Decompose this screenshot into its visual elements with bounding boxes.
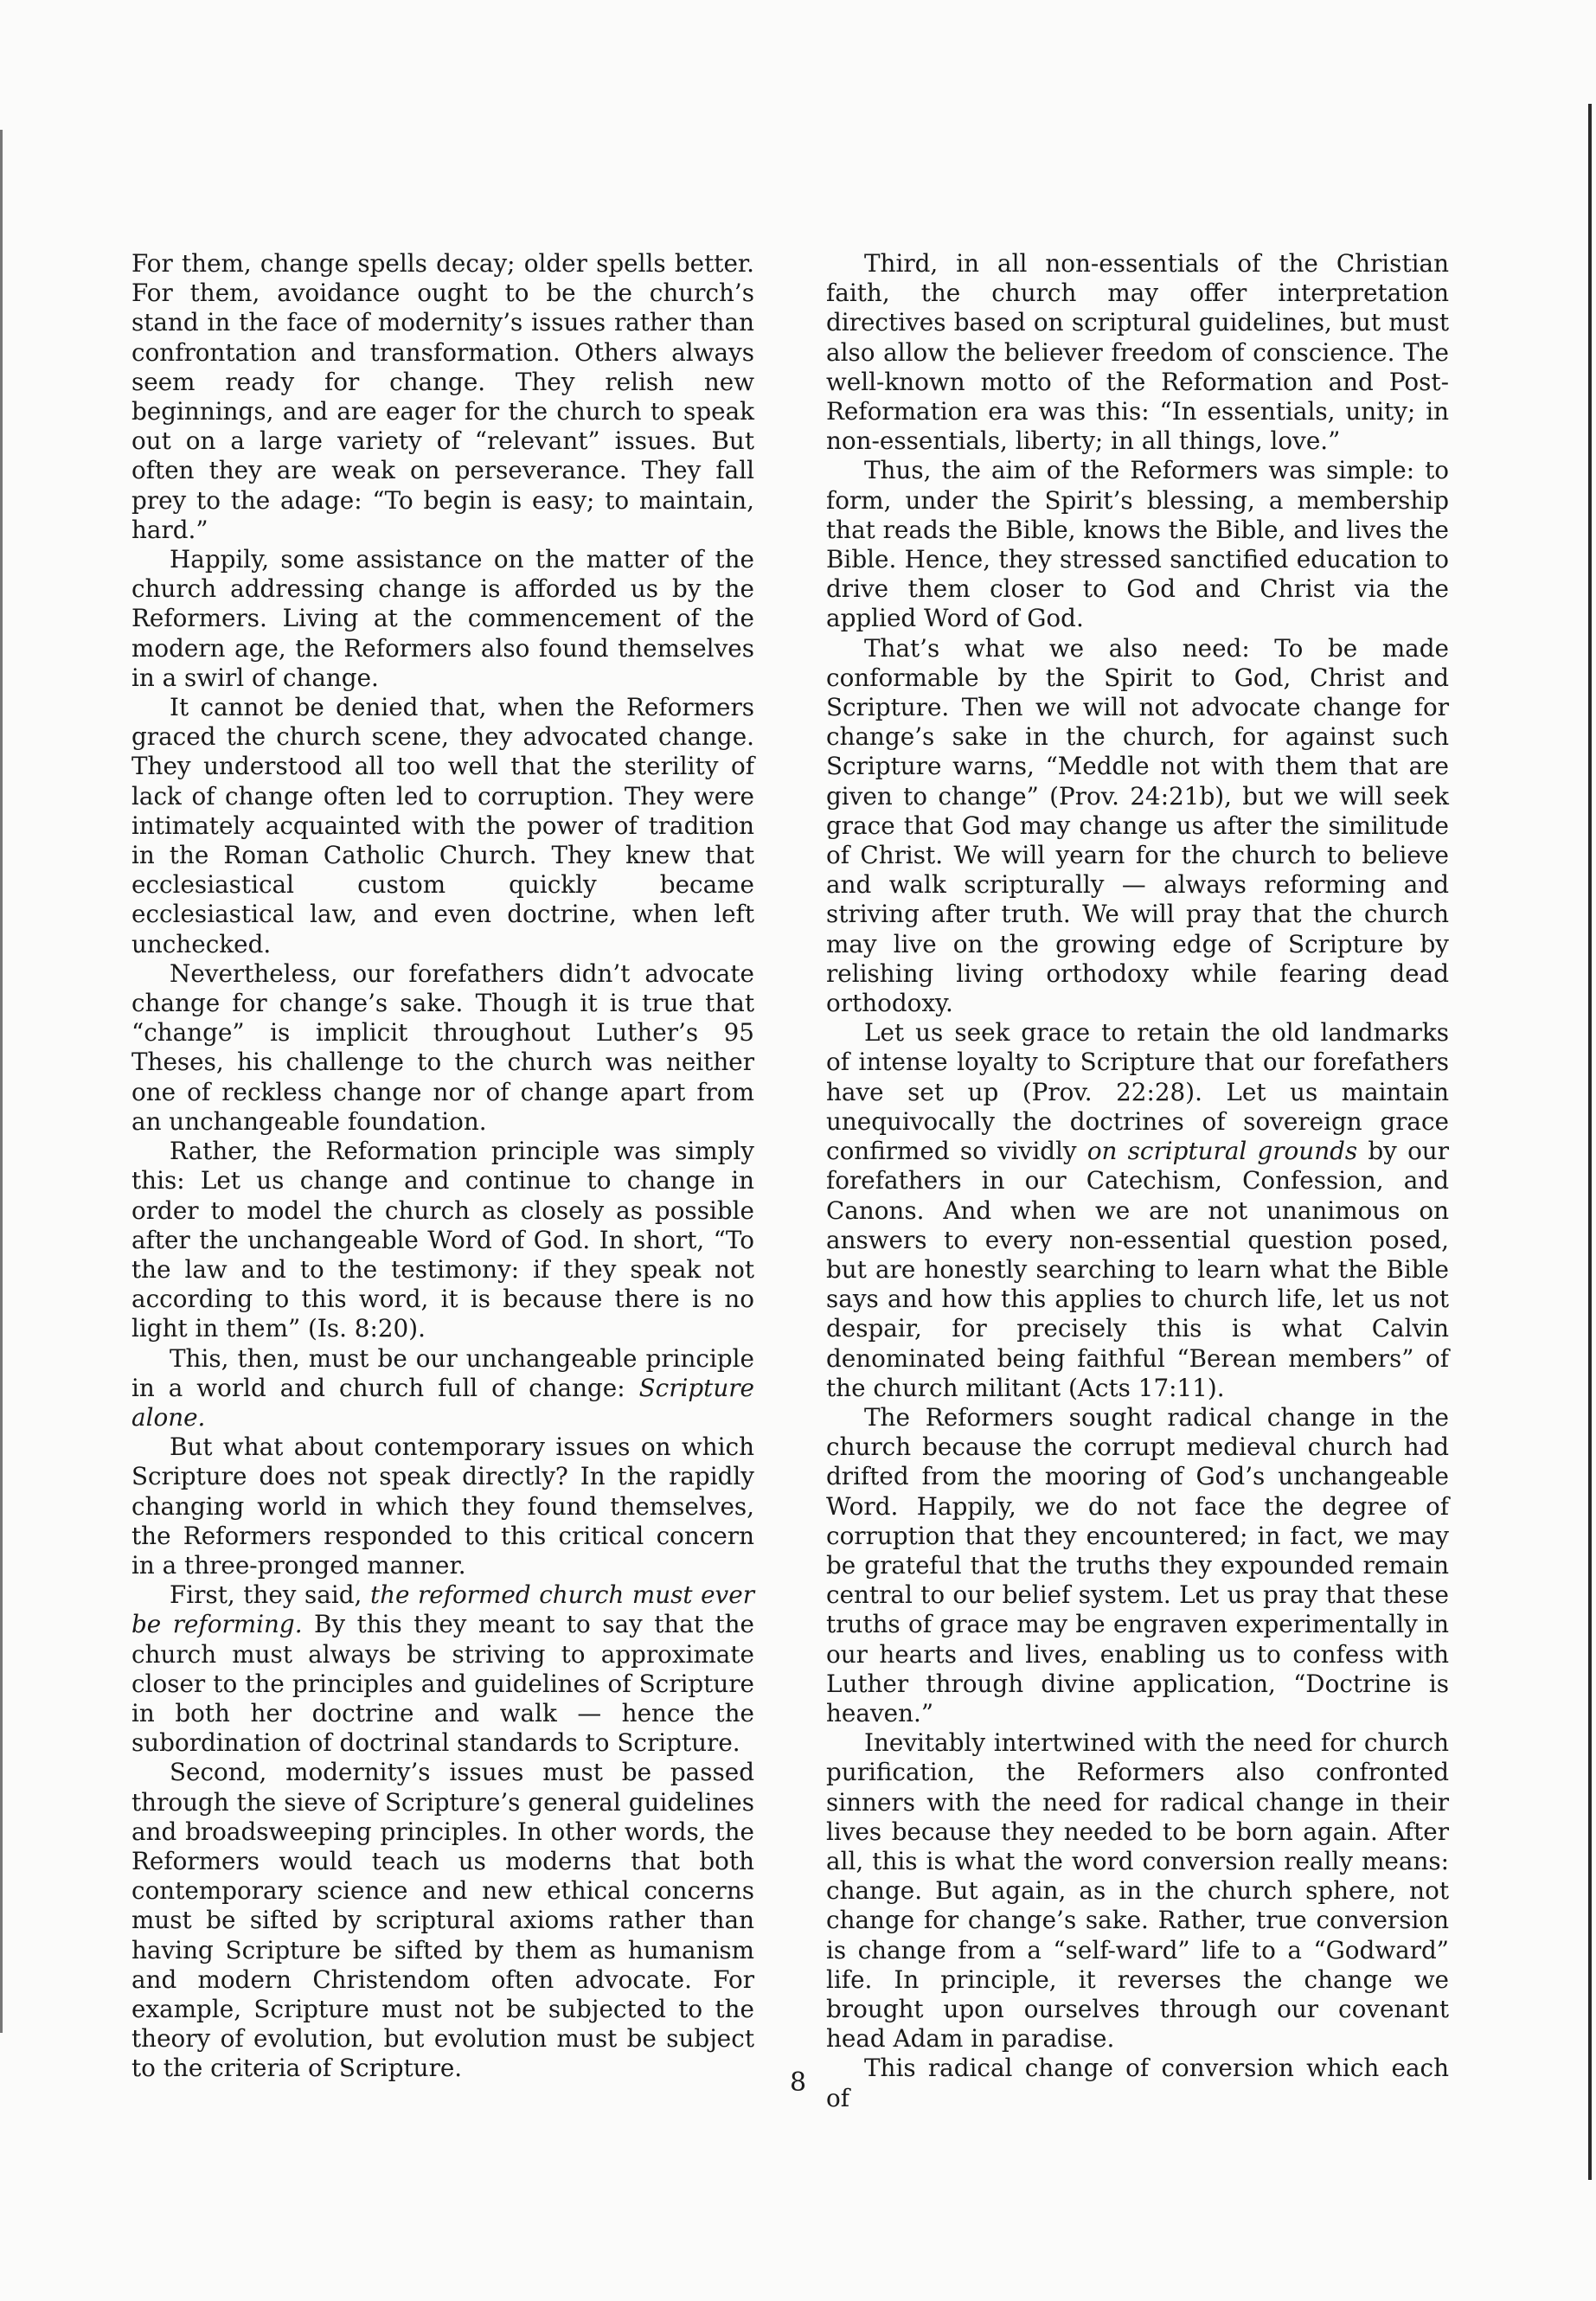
page-number: 8 bbox=[789, 2067, 807, 2098]
paragraph bbox=[131, 1137, 754, 1343]
paragraph bbox=[131, 1433, 754, 1580]
text-run: This radical change of conversion which each of bbox=[826, 2054, 1449, 2112]
paragraph bbox=[131, 1758, 754, 2083]
text-run: Rather, the Reformation principle was simply this: Let us change and continue to change in order to model the church as closely as possible after the unchangeable Word of God. In short, “To the law and to the testimony: if they speak not according to this word, it is because there is no light in them” (Is. 8:20). bbox=[131, 1137, 754, 1343]
paragraph bbox=[131, 249, 754, 545]
text-run: But what about contemporary issues on which Scripture does not speak directly? In the rapidly changing world in which they found themselves, the Reformers responded to this critical concern in a three-pronged manner. bbox=[131, 1433, 754, 1580]
paragraph bbox=[131, 959, 754, 1137]
text-run: Third, in all non-essentials of the Christian faith, the church may offer interpretation directives based on scriptural guidelines, but must also allow the believer freedom of conscience. The well-known motto of the Reformation and Post-Reformation era was this: “In essentials, unity; in non-essentials, liberty; in all things, love.” bbox=[826, 249, 1449, 456]
text-run: by our forefathers in our Catechism, Confession, and Canons. And when we are not unanimous on answers to every non-essential question posed, but are honestly searching to learn what the Bible says and how this applies to church life, let us not despair, for precisely this is what Calvin denominated being faithful “Berean members” of the church militant (Acts 17:11). bbox=[826, 1137, 1449, 1402]
text-run: Let us seek grace to retain the old landmarks of intense loyalty to Scripture that our forefathers have set up (Prov. 22:28). Let us maintain unequivocally the doctrines of sovereign grace confirmed so vividly bbox=[826, 1018, 1449, 1166]
paragraph bbox=[131, 693, 754, 959]
text-run: This, then, must be our unchangeable principle in a world and church full of change: bbox=[131, 1343, 754, 1402]
paragraph bbox=[826, 634, 1449, 1019]
paragraph bbox=[131, 1580, 754, 1758]
text-run: First, they said, bbox=[170, 1580, 370, 1610]
italic-text: the reformed church must ever be reforming. bbox=[131, 1580, 754, 1639]
right-column bbox=[826, 249, 1449, 2113]
text-run: It cannot be denied that, when the Reformers graced the church scene, they advocated change. They understood all too well that the sterility of lack of change often led to corruption. They were intimately acquainted with the power of tradition in the Roman Catholic Church. They knew that ecclesiastical custom quickly became ecclesiastical law, and even doctrine, when left unchecked. bbox=[131, 693, 754, 958]
text-run: Second, modernity’s issues must be passed through the sieve of Scripture’s general guidelines and broadsweeping principles. In other words, the Reformers would teach us moderns that both contemporary science and new ethical concerns must be sifted by scriptural axioms rather than having Scripture be sifted by them as humanism and modern Christendom often advocate. For example, Scripture must not be subjected to the theory of evolution, but evolution must be subject to the criteria of Scripture. bbox=[131, 1758, 754, 2083]
paragraph bbox=[131, 1344, 754, 1433]
text-run: Happily, some assistance on the matter of the church addressing change is afforded us by the Reformers. Living at the commencement of the modern age, the Reformers also found themselves in a swirl of change. bbox=[131, 545, 754, 692]
paragraph bbox=[131, 545, 754, 693]
paragraph bbox=[826, 1018, 1449, 1403]
italic-text: Scripture alone. bbox=[131, 1373, 754, 1432]
text-run: That’s what we also need: To be made conformable by the Spirit to God, Christ and Scripture. Then we will not advocate change for change’s sake in the church, for against such Scripture warns, “Meddle not with them that are given to change” (Prov. 24:21b), but we will seek grace that God may change us after the similitude of Christ. We will yearn for the church to believe and walk scripturally — always reforming and striving after truth. We will pray that the church may live on the growing edge of Scripture by relishing living orthodoxy while fearing dead orthodoxy. bbox=[826, 633, 1449, 1018]
paragraph bbox=[826, 1728, 1449, 2054]
text-run: For them, change spells decay; older spells better. For them, avoidance ought to be the church’s stand in the face of modernity’s issues rather than confrontation and transformation. Others always seem ready for change. They relish new beginnings, and are eager for the church to speak out on a large variety of “relevant” issues. But often they are weak on perseverance. They fall prey to the adage: “To begin is easy; to maintain, hard.” bbox=[131, 249, 754, 544]
scan-left-edge bbox=[0, 130, 3, 2033]
text-run: Inevitably intertwined with the need for church purification, the Reformers also confronted sinners with the need for radical change in their lives because they needed to be born again. After all, this is what the word conversion really means: change. But again, as in the church sphere, not change for change’s sake. Rather, true conversion is change from a “self-ward” life to a “Godward” life. In principle, it reverses the change we brought upon ourselves through our covenant head Adam in paradise. bbox=[826, 1728, 1449, 2054]
paragraph bbox=[826, 249, 1449, 456]
text-run: Thus, the aim of the Reformers was simple: to form, under the Spirit’s blessing, a membership that reads the Bible, knows the Bible, and lives the Bible. Hence, they stressed sanctified education to drive them closer to God and Christ via the applied Word of God. bbox=[826, 456, 1449, 633]
text-run: The Reformers sought radical change in the church because the corrupt medieval church had drifted from the mooring of God’s unchangeable Word. Happily, we do not face the degree of corruption that they encountered; in fact, we may be grateful that the truths they expounded remain central to our belief system. Let us pray that these truths of grace may be engraven experimentally in our hearts and lives, enabling us to confess with Luther through divine application, “Doctrine is heaven.” bbox=[826, 1402, 1449, 1727]
paragraph bbox=[826, 456, 1449, 633]
paragraph bbox=[826, 1403, 1449, 1728]
text-run: Nevertheless, our forefathers didn’t advocate change for change’s sake. Though it is true that “change” is implicit throughout Luther’s 95 Theses, his challenge to the church was neither one of reckless change nor of change apart from an unchangeable foundation. bbox=[131, 958, 754, 1136]
scan-right-edge bbox=[1588, 104, 1592, 2180]
text-run: By this they meant to say that the church must always be striving to approximate closer to the principles and guidelines of Scripture in both her doctrine and walk — hence the subordination of doctrinal standards to Scripture. bbox=[131, 1610, 754, 1758]
left-column bbox=[131, 249, 754, 2084]
italic-text: on scriptural grounds bbox=[1086, 1137, 1358, 1166]
